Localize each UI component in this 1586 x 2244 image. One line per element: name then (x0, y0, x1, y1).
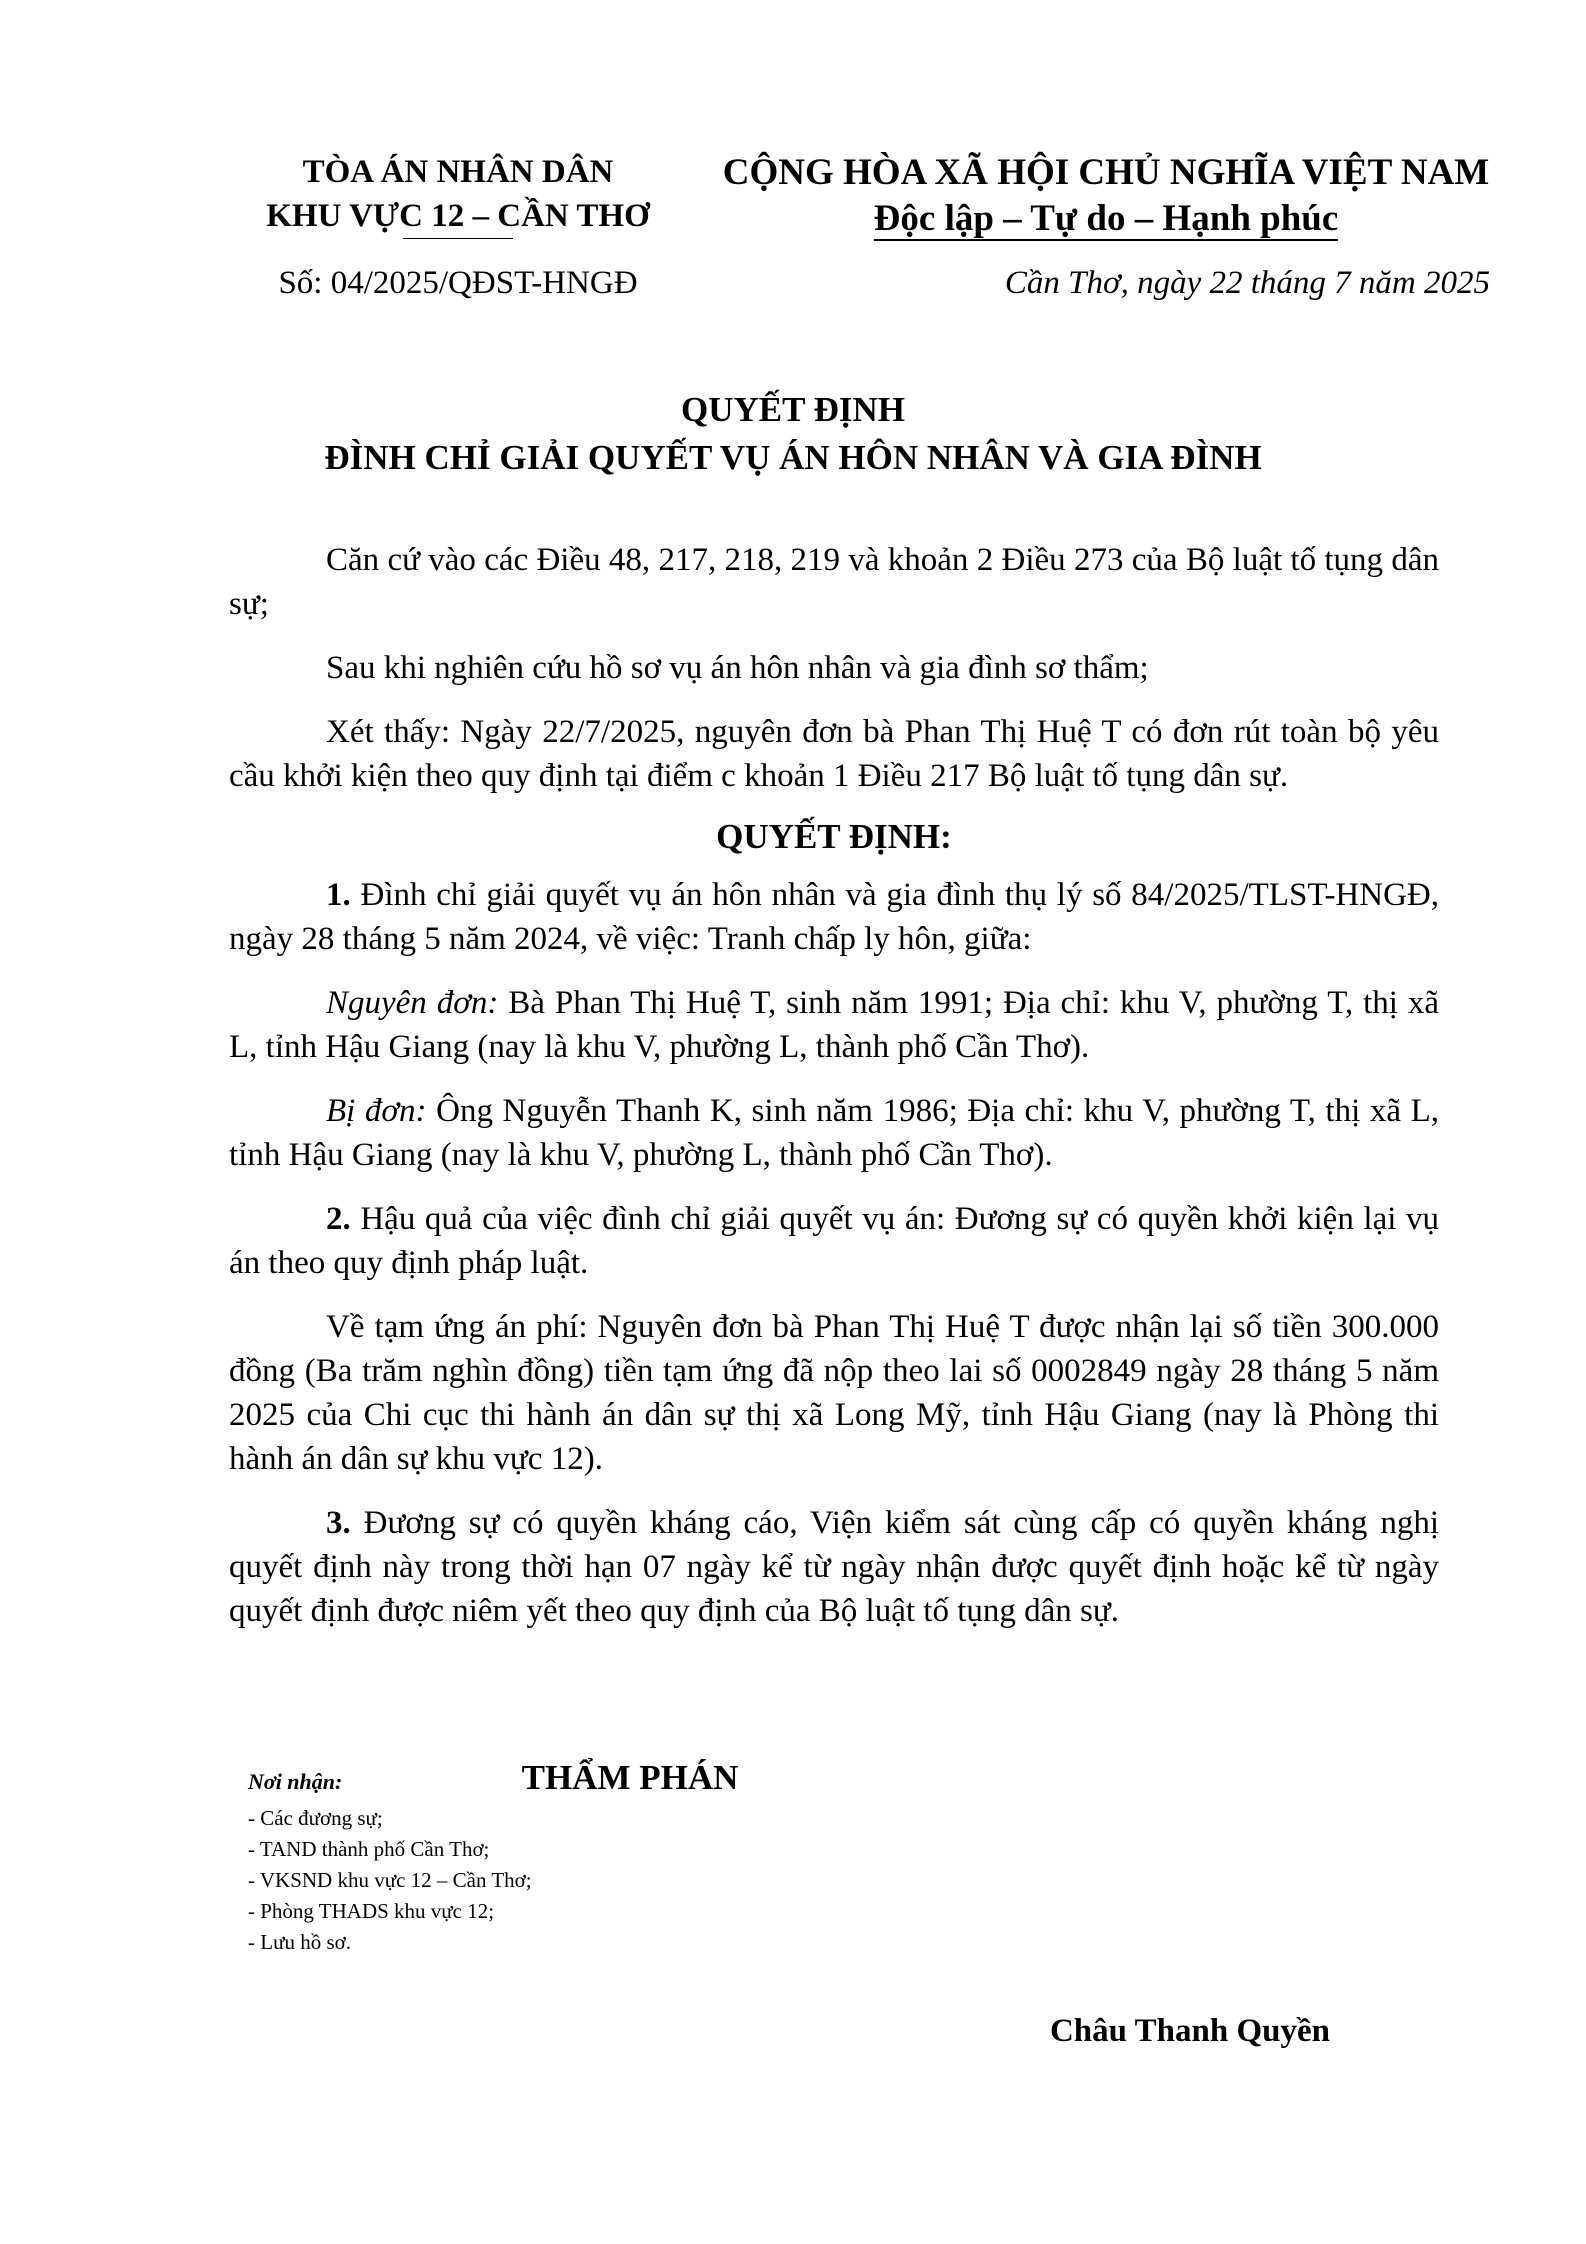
recipient-item: - VKSND khu vực 12 – Cần Thơ; (248, 1868, 532, 1892)
preamble-finding: Xét thấy: Ngày 22/7/2025, nguyên đơn bà Phan Thị Huệ T có đơn rút toàn bộ yêu cầu khởi kiện theo quy định tại điểm c khoản 1 Điều 217 Bộ luật tố tụng dân sự. (229, 714, 1439, 794)
place-date: Cần Thơ, ngày 22 tháng 7 năm 2025 (1004, 265, 1490, 301)
recipient-item: - Lưu hồ sơ. (248, 1930, 351, 1954)
recipient-item: - Các đương sự; (248, 1806, 383, 1830)
court-name: TÒA ÁN NHÂN DÂN (302, 154, 614, 190)
plaintiff-details: Bà Phan Thị Huệ T, sinh năm 1991; Địa chỉ: khu V, phường T, thị xã L, tỉnh Hậu Giang (nay là khu V, phường L, thành phố Cần Thơ). (229, 985, 1440, 1065)
decision-item-2 (229, 1197, 1439, 1285)
decision-item-1 (229, 873, 1439, 961)
court-header (238, 150, 678, 238)
item-number: 1. (326, 877, 351, 913)
item-number: 2. (326, 1201, 351, 1237)
preamble-legal-basis: Căn cứ vào các Điều 48, 217, 218, 219 và khoản 2 Điều 273 của Bộ luật tố tụng dân sự; (229, 542, 1439, 622)
title-line-1: QUYẾT ĐỊNH (681, 390, 905, 429)
defendant-label: Bị đơn: (326, 1093, 427, 1129)
court-region: KHU VỰC 12 – CẦN THƠ (266, 198, 650, 234)
decision-item-3 (229, 1501, 1439, 1633)
recipients-title: Nơi nhận: (248, 1769, 343, 1794)
recipient-item: - Phòng THADS khu vực 12; (248, 1899, 495, 1923)
document-title (238, 386, 1348, 482)
item-text: Đình chỉ giải quyết vụ án hôn nhân và gia đình thụ lý số 84/2025/TLST-HNGĐ, ngày 28 tháng 5 năm 2024, về việc: Tranh chấp ly hôn, giữa: (229, 877, 1440, 957)
national-motto: Độc lập – Tự do – Hạnh phúc (873, 198, 1339, 239)
header-divider (403, 238, 513, 239)
item-text: Hậu quả của việc đình chỉ giải quyết vụ án: Đương sự có quyền khởi kiện lại vụ án theo quy định pháp luật. (229, 1201, 1439, 1281)
decision-heading: QUYẾT ĐỊNH: (716, 817, 952, 856)
title-line-2: ĐÌNH CHỈ GIẢI QUYẾT VỤ ÁN HÔN NHÂN VÀ GIA ĐÌNH (324, 438, 1262, 477)
document-body (229, 538, 1439, 1653)
item-text: Đương sự có quyền kháng cáo, Viện kiểm sát cùng cấp có quyền kháng nghị quyết định này trong thời hạn 07 ngày kể từ ngày nhận được quyết định hoặc kể từ ngày quyết định được niêm yết theo quy định của Bộ luật tố tụng dân sự. (229, 1505, 1439, 1629)
judge-name: Châu Thanh Quyền (1049, 2013, 1331, 2049)
preamble-review: Sau khi nghiên cứu hồ sơ vụ án hôn nhân và gia đình sơ thẩm; (326, 650, 1149, 686)
republic-name: CỘNG HÒA XÃ HỘI CHỦ NGHĨA VIỆT NAM (722, 152, 1490, 193)
document-number: Số: 04/2025/QĐST-HNGĐ (278, 265, 638, 301)
judge-title: THẨM PHÁN (521, 1758, 739, 1797)
defendant-paragraph (229, 1089, 1439, 1177)
item-number: 3. (326, 1505, 351, 1541)
national-header (706, 150, 1506, 242)
plaintiff-paragraph (229, 981, 1439, 1069)
defendant-details: Ông Nguyễn Thanh K, sinh năm 1986; Địa chỉ: khu V, phường T, thị xã L, tỉnh Hậu Giang (nay là khu V, phường L, thành phố Cần Thơ). (229, 1093, 1439, 1173)
recipient-item: - TAND thành phố Cần Thơ; (248, 1837, 490, 1861)
court-fee-paragraph: Về tạm ứng án phí: Nguyên đơn bà Phan Thị Huệ T được nhận lại số tiền 300.000 đồng (Ba trăm nghìn đồng) tiền tạm ứng đã nộp theo lai số 0002849 ngày 28 tháng 5 năm 2025 của Chi cục thi hành án dân sự thị xã Long Mỹ, tỉnh Hậu Giang (nay là Phòng thi hành án dân sự khu vực 12). (229, 1309, 1439, 1477)
plaintiff-label: Nguyên đơn: (326, 985, 499, 1021)
